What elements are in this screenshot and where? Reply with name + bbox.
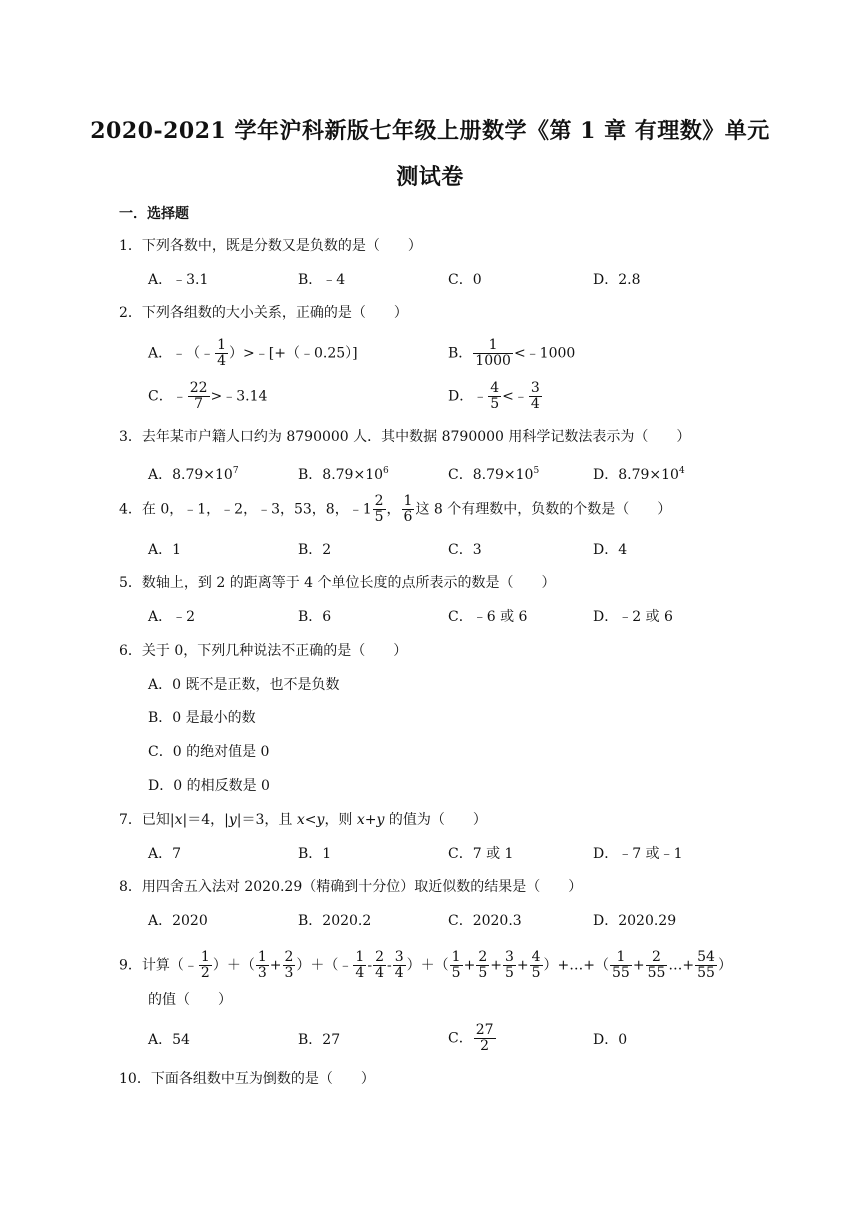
option-a: A．7	[148, 846, 182, 862]
option-c: C． $\frac{27}{2}$	[448, 1022, 494, 1054]
question-9-tail: 的值（ ）	[148, 992, 232, 1008]
fraction: $\frac{4}{5}$	[490, 380, 500, 412]
option-d: D．﹣ $\frac{4}{5}$ <﹣ $\frac{3}{4}$	[448, 380, 540, 412]
option-a: A．﹣3.1	[148, 272, 209, 288]
option-d: D．﹣7 或﹣1	[593, 846, 683, 862]
option-c: C．7 或 1	[448, 846, 514, 862]
option-b: B． $\frac{1}{1000}$ <﹣1000	[448, 337, 576, 369]
option-a: A．﹣（﹣ $\frac{1}{4}$ ）>﹣[+（﹣0.25）]	[148, 337, 358, 369]
option-b: B．$8.79\times 10^6$	[298, 466, 389, 483]
option-b: B．﹣4	[298, 272, 346, 288]
option-b: B．2	[298, 542, 332, 558]
page-title-line2: 测试卷	[396, 164, 464, 190]
question-3: 3．去年某市户籍人口约为 8790000 人．其中数据 8790000 用科学记数法表示为（ ）	[119, 429, 691, 445]
option-c: C．﹣6 或 6	[448, 609, 528, 625]
option-b: B．1	[298, 846, 332, 862]
option-b: B．6	[298, 609, 332, 625]
option-c: C．﹣ $\frac{22}{7}$ >﹣3.14	[148, 380, 268, 412]
page-title: 2020-2021 学年沪科新版七年级上册数学《第 1 章 有理数》单元	[90, 118, 770, 144]
fraction: $\frac{2}{3}$	[284, 949, 294, 981]
option-a: A．1	[148, 542, 182, 558]
option-d: D．﹣2 或 6	[593, 609, 673, 625]
question-9: 9．计算（﹣ $\frac{1}{2}$ ）＋（ $\frac{1}{3}$ + $\frac{2}{3}$ ）＋（﹣ $\frac{1}{4}$ - $\frac{2}{4}$ - $\frac{3}{4}$ ）＋（ $\frac{1}{5}$ + $\frac{2}{5}$ + $\frac{3}{5}$ + $\frac{4}{5}$ ）+…+（ $\frac{1}{55}$ + $\frac{2}{55}$ …+ $\frac{54}{55}$ ）	[119, 949, 732, 981]
fraction: $\frac{2}{5}$	[374, 493, 384, 525]
fraction: $\frac{3}{5}$	[504, 949, 514, 981]
fraction: $\frac{1}{55}$	[612, 949, 630, 981]
fraction: $\frac{1}{5}$	[451, 949, 461, 981]
question-4: 4．在 0，﹣1，﹣2，﹣3，53，8，﹣1 $\frac{2}{5}$ ， $\frac{1}{6}$ 这 8 个有理数中，负数的个数是（ ）	[119, 493, 672, 525]
option-b: B．2020.2	[298, 913, 372, 929]
option-a: A．﹣2	[148, 609, 196, 625]
option-c: C．3	[448, 542, 482, 558]
fraction: $\frac{27}{2}$	[475, 1022, 494, 1054]
fraction: $\frac{1}{4}$	[217, 337, 227, 369]
question-10: 10．下面各组数中互为倒数的是（ ）	[119, 1071, 375, 1087]
option-d: D．4	[593, 542, 628, 558]
option-b: B．0 是最小的数	[148, 710, 256, 726]
option-d: D．0 的相反数是 0	[148, 778, 270, 794]
option-d: D．0	[593, 1032, 628, 1048]
option-b: B．27	[298, 1032, 341, 1048]
option-c: C．2020.3	[448, 913, 522, 929]
fraction: $\frac{2}{4}$	[375, 949, 384, 981]
option-a: A．$8.79\times 10^7$	[148, 466, 239, 483]
option-a: A．54	[148, 1032, 190, 1048]
fraction: $\frac{1}{6}$	[403, 493, 413, 525]
fraction: $\frac{3}{4}$	[530, 380, 540, 412]
fraction: $\frac{54}{55}$	[697, 949, 715, 981]
fraction: $\frac{4}{5}$	[531, 949, 541, 981]
option-c: C．0 的绝对值是 0	[148, 744, 270, 760]
fraction: $\frac{2}{5}$	[478, 949, 488, 981]
fraction: $\frac{1}{4}$	[355, 949, 365, 981]
question-6: 6．关于 0，下列几种说法不正确的是（ ）	[119, 643, 408, 659]
option-a: A．2020	[148, 913, 208, 929]
fraction: $\frac{3}{4}$	[394, 949, 404, 981]
option-d: D．2.8	[593, 272, 641, 288]
option-c: C．$8.79\times 10^5$	[448, 466, 540, 483]
option-d: D．2020.29	[593, 913, 677, 929]
question-1: 1．下列各数中，既是分数又是负数的是（ ）	[119, 238, 422, 254]
question-7: 7．已知|x|＝4，|y|＝3，且 x<y，则 x+y 的值为（ ）	[119, 812, 487, 828]
question-8: 8．用四舍五入法对 2020.29（精确到十分位）取近似数的结果是（ ）	[119, 879, 583, 895]
option-d: D．$8.79\times 10^4$	[593, 466, 685, 483]
option-c: C．0	[448, 272, 482, 288]
fraction: $\frac{1}{3}$	[257, 949, 267, 981]
fraction: $\frac{1}{2}$	[200, 949, 210, 981]
question-2: 2．下列各组数的大小关系，正确的是（ ）	[119, 305, 408, 321]
fraction: $\frac{22}{7}$	[189, 380, 208, 412]
fraction: $\frac{1}{1000}$	[475, 337, 511, 369]
section-heading: 一．选择题	[119, 206, 189, 222]
option-a: A．0 既不是正数，也不是负数	[148, 677, 340, 693]
fraction: $\frac{2}{55}$	[647, 949, 666, 981]
question-5: 5．数轴上，到 2 的距离等于 4 个单位长度的点所表示的数是（ ）	[119, 575, 556, 591]
